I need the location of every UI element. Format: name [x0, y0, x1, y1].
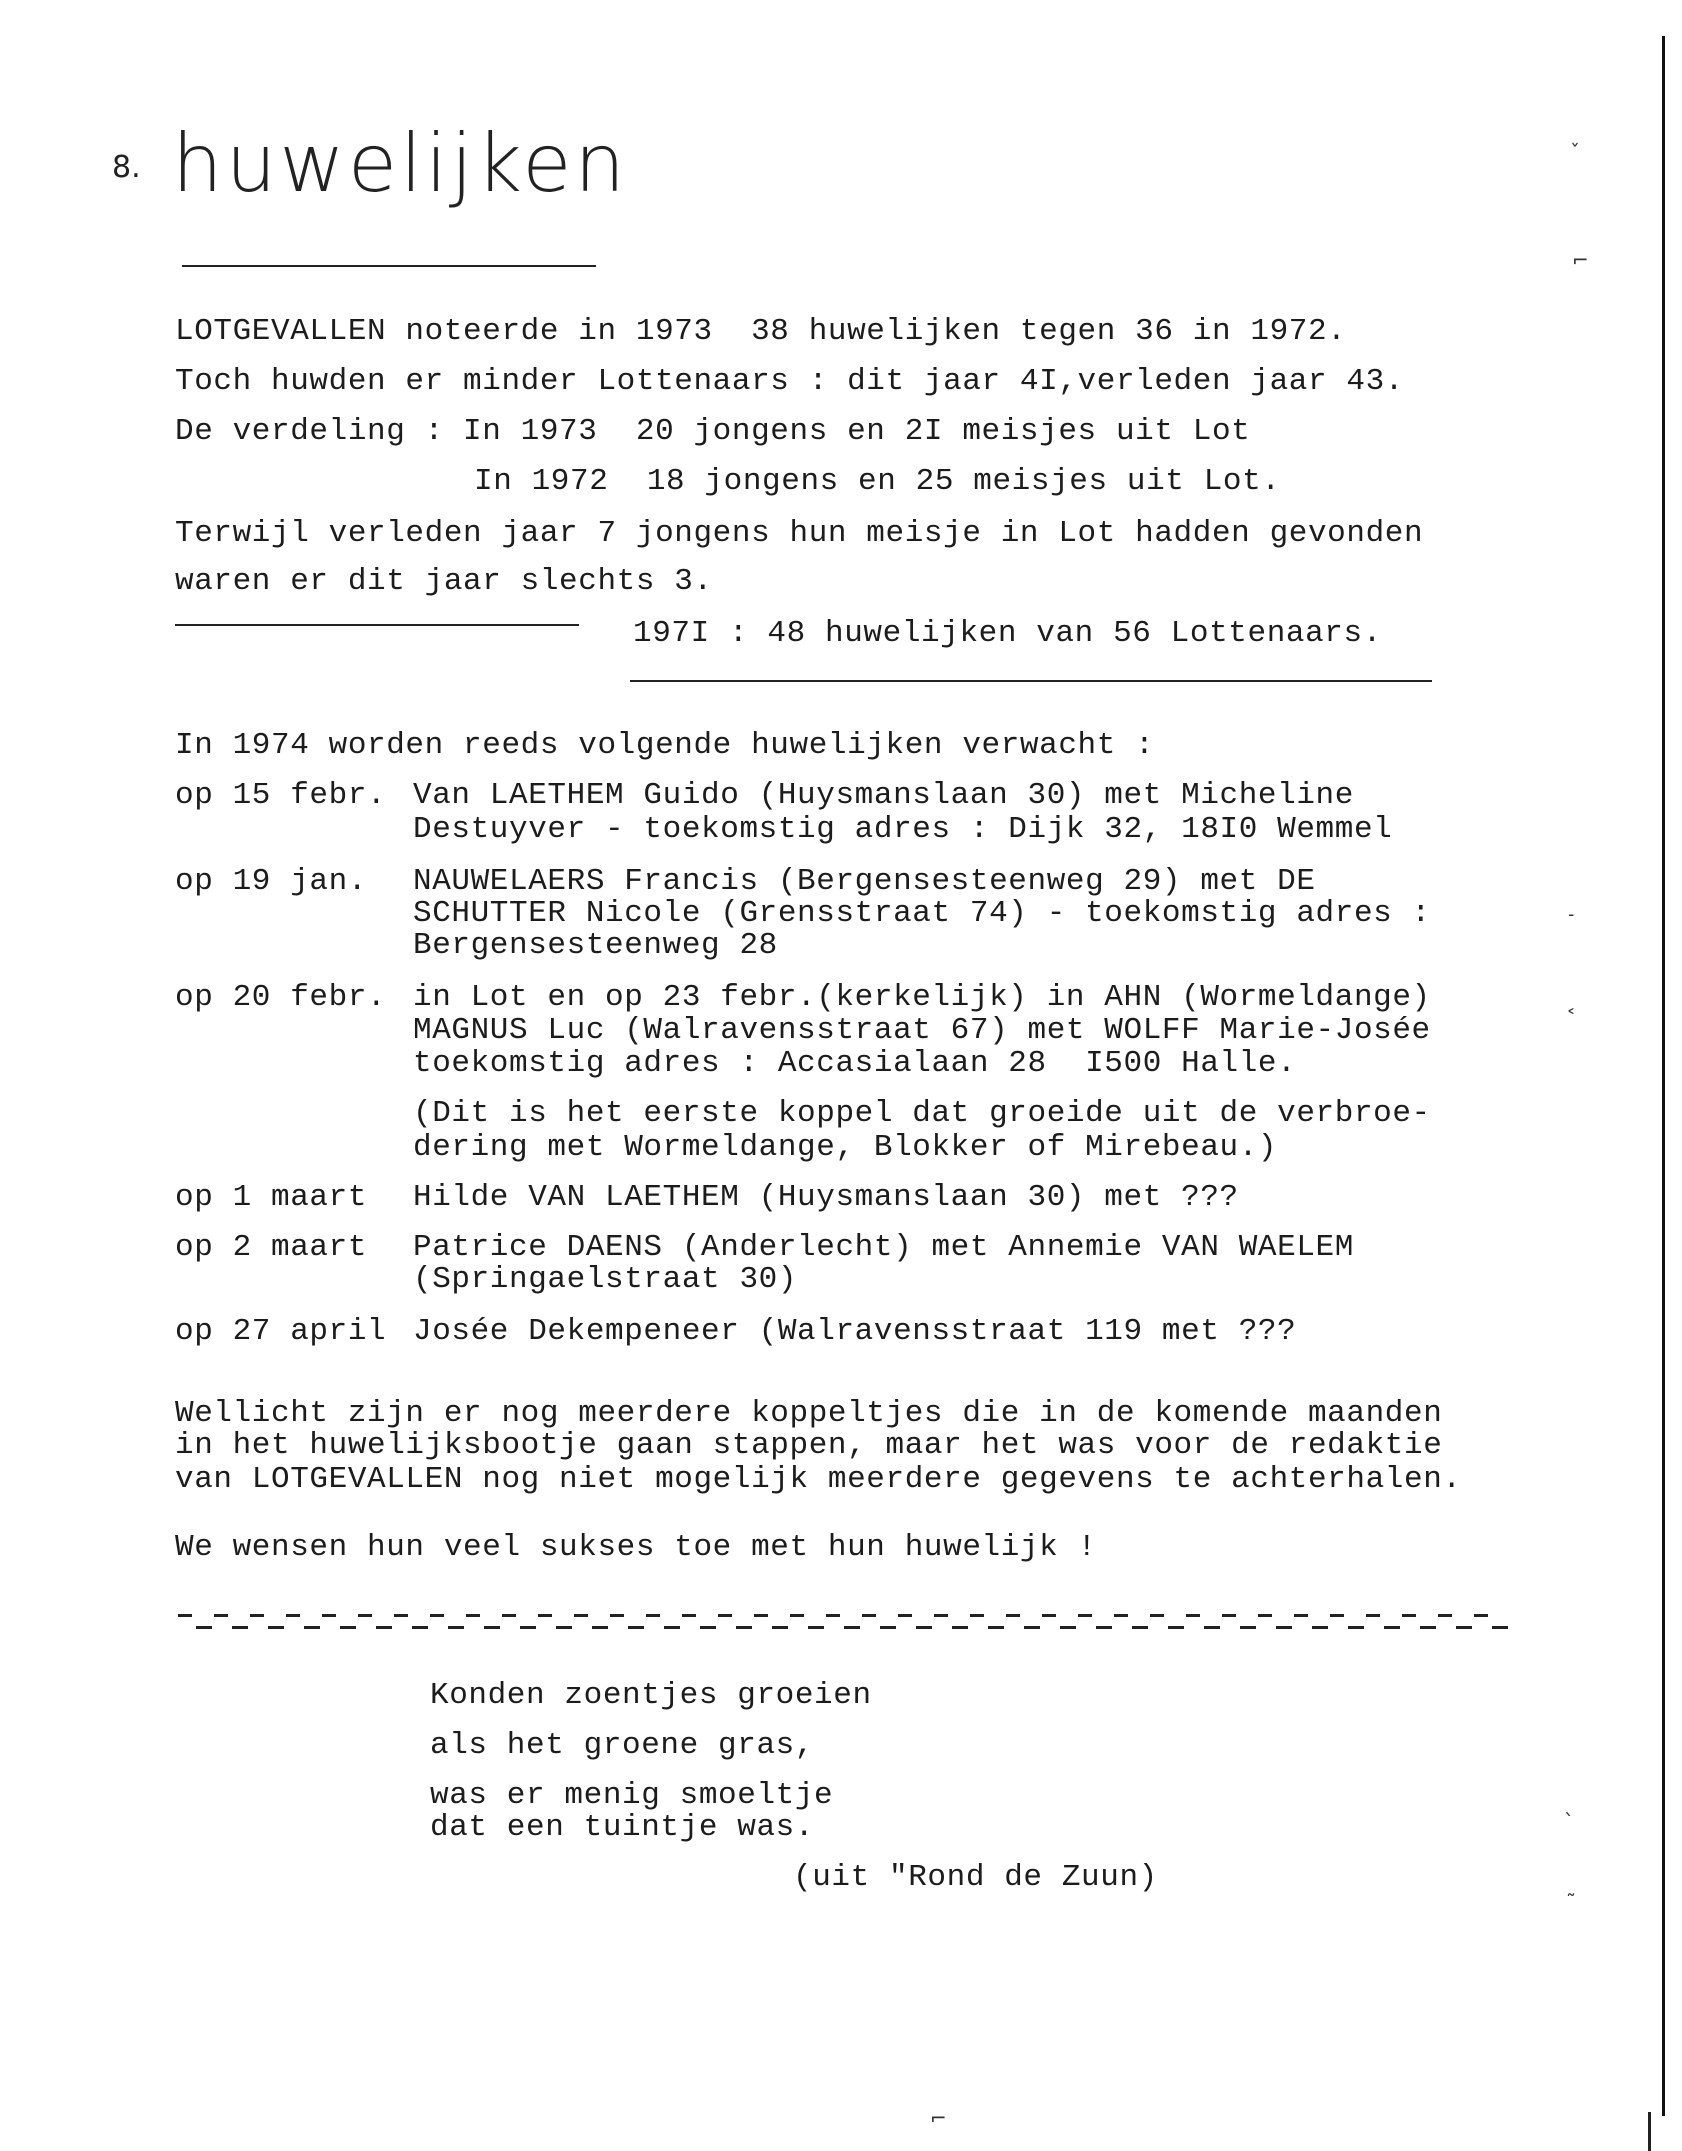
entry-note: (Dit is het eerste koppel dat groeide uit de verbroe- [413, 1096, 1431, 1131]
entry-line: SCHUTTER Nicole (Grensstraat 74) - toekomstig adres : [413, 896, 1431, 931]
entry-date: op 2 maart [175, 1230, 368, 1265]
entry-line: NAUWELAERS Francis (Bergensesteenweg 29) met DE [413, 864, 1316, 899]
poem-source: (uit "Rond de Zuun) [793, 1860, 1158, 1895]
wish-line: We wensen hun veel sukses toe met hun huwelijk ! [175, 1530, 1097, 1565]
intro-line: In 1972 18 jongens en 25 meisjes uit Lot. [474, 464, 1281, 499]
intro-line: Terwijl verleden jaar 7 jongens hun meisje in Lot hadden gevonden [175, 516, 1424, 551]
entry-note: dering met Wormeldange, Blokker of Mirebeau.) [413, 1130, 1278, 1165]
entry-line: (Springaelstraat 30) [413, 1262, 798, 1297]
entry-line: Bergensesteenweg 28 [413, 928, 778, 963]
entry-date: op 1 maart [175, 1180, 368, 1215]
scan-mark: ˗ [1568, 902, 1575, 926]
entry-line: Destuyver - toekomstig adres : Dijk 32, 18I0 Wemmel [413, 812, 1393, 847]
entry-date: op 27 april [175, 1314, 387, 1349]
year-1971-note: 197I : 48 huwelijken van 56 Lottenaars. [633, 616, 1382, 651]
page-edge-bottom [1648, 2112, 1651, 2151]
intro-line: Toch huwden er minder Lottenaars : dit jaar 4I,verleden jaar 43. [175, 364, 1404, 399]
intro-line: De verdeling : In 1973 20 jongens en 2I meisjes uit Lot [175, 414, 1251, 449]
poem-line: als het groene gras, [430, 1728, 815, 1763]
section-number: 8. [112, 150, 141, 185]
separator-rule [175, 624, 579, 626]
separator-rule [630, 680, 1432, 682]
scan-mark: ˜ [1566, 1890, 1576, 1914]
entry-line: in Lot en op 23 febr.(kerkelijk) in AHN (Wormeldange) [413, 980, 1431, 1015]
poem-line: was er menig smoeltje [430, 1778, 834, 1813]
intro-line: LOTGEVALLEN noteerde in 1973 38 huwelijken tegen 36 in 1972. [175, 314, 1347, 349]
scan-mark: ˇ [1570, 140, 1580, 164]
expected-intro: In 1974 worden reeds volgende huwelijken verwacht : [175, 728, 1155, 763]
entry-line: Hilde VAN LAETHEM (Huysmanslaan 30) met ??? [413, 1180, 1239, 1215]
scan-mark: ˂ [1566, 1006, 1576, 1030]
entry-date: op 20 febr. [175, 980, 387, 1015]
page-edge [1662, 36, 1665, 2116]
entry-line: Patrice DAENS (Anderlecht) met Annemie VAN WAELEM [413, 1230, 1354, 1265]
intro-line: waren er dit jaar slechts 3. [175, 564, 713, 599]
scan-mark: ⌐ [1572, 248, 1589, 272]
poem-line: Konden zoentjes groeien [430, 1678, 872, 1713]
entry-line: MAGNUS Luc (Walravensstraat 67) met WOLFF Marie-Josée [413, 1013, 1431, 1048]
scan-mark: ⌐ [930, 2106, 947, 2130]
title-underline [182, 265, 596, 267]
entry-date: op 19 jan. [175, 864, 368, 899]
entry-date: op 15 febr. [175, 778, 387, 813]
entry-line: Van LAETHEM Guido (Huysmanslaan 30) met Micheline [413, 778, 1354, 813]
closing-line: in het huwelijksbootje gaan stappen, maar het was voor de redaktie [175, 1428, 1443, 1463]
closing-line: van LOTGEVALLEN nog niet mogelijk meerdere gegevens te achterhalen. [175, 1462, 1462, 1497]
section-title: huwelijken [172, 117, 629, 210]
closing-line: Wellicht zijn er nog meerdere koppeltjes die in de komende maanden [175, 1396, 1443, 1431]
poem-line: dat een tuintje was. [430, 1810, 815, 1845]
entry-line: toekomstig adres : Accasialaan 28 I500 Halle. [413, 1046, 1297, 1081]
dashed-divider [178, 1610, 1510, 1632]
entry-line: Josée Dekempeneer (Walravensstraat 119 met ??? [413, 1314, 1297, 1349]
scan-mark: ˎ [1564, 1792, 1574, 1816]
